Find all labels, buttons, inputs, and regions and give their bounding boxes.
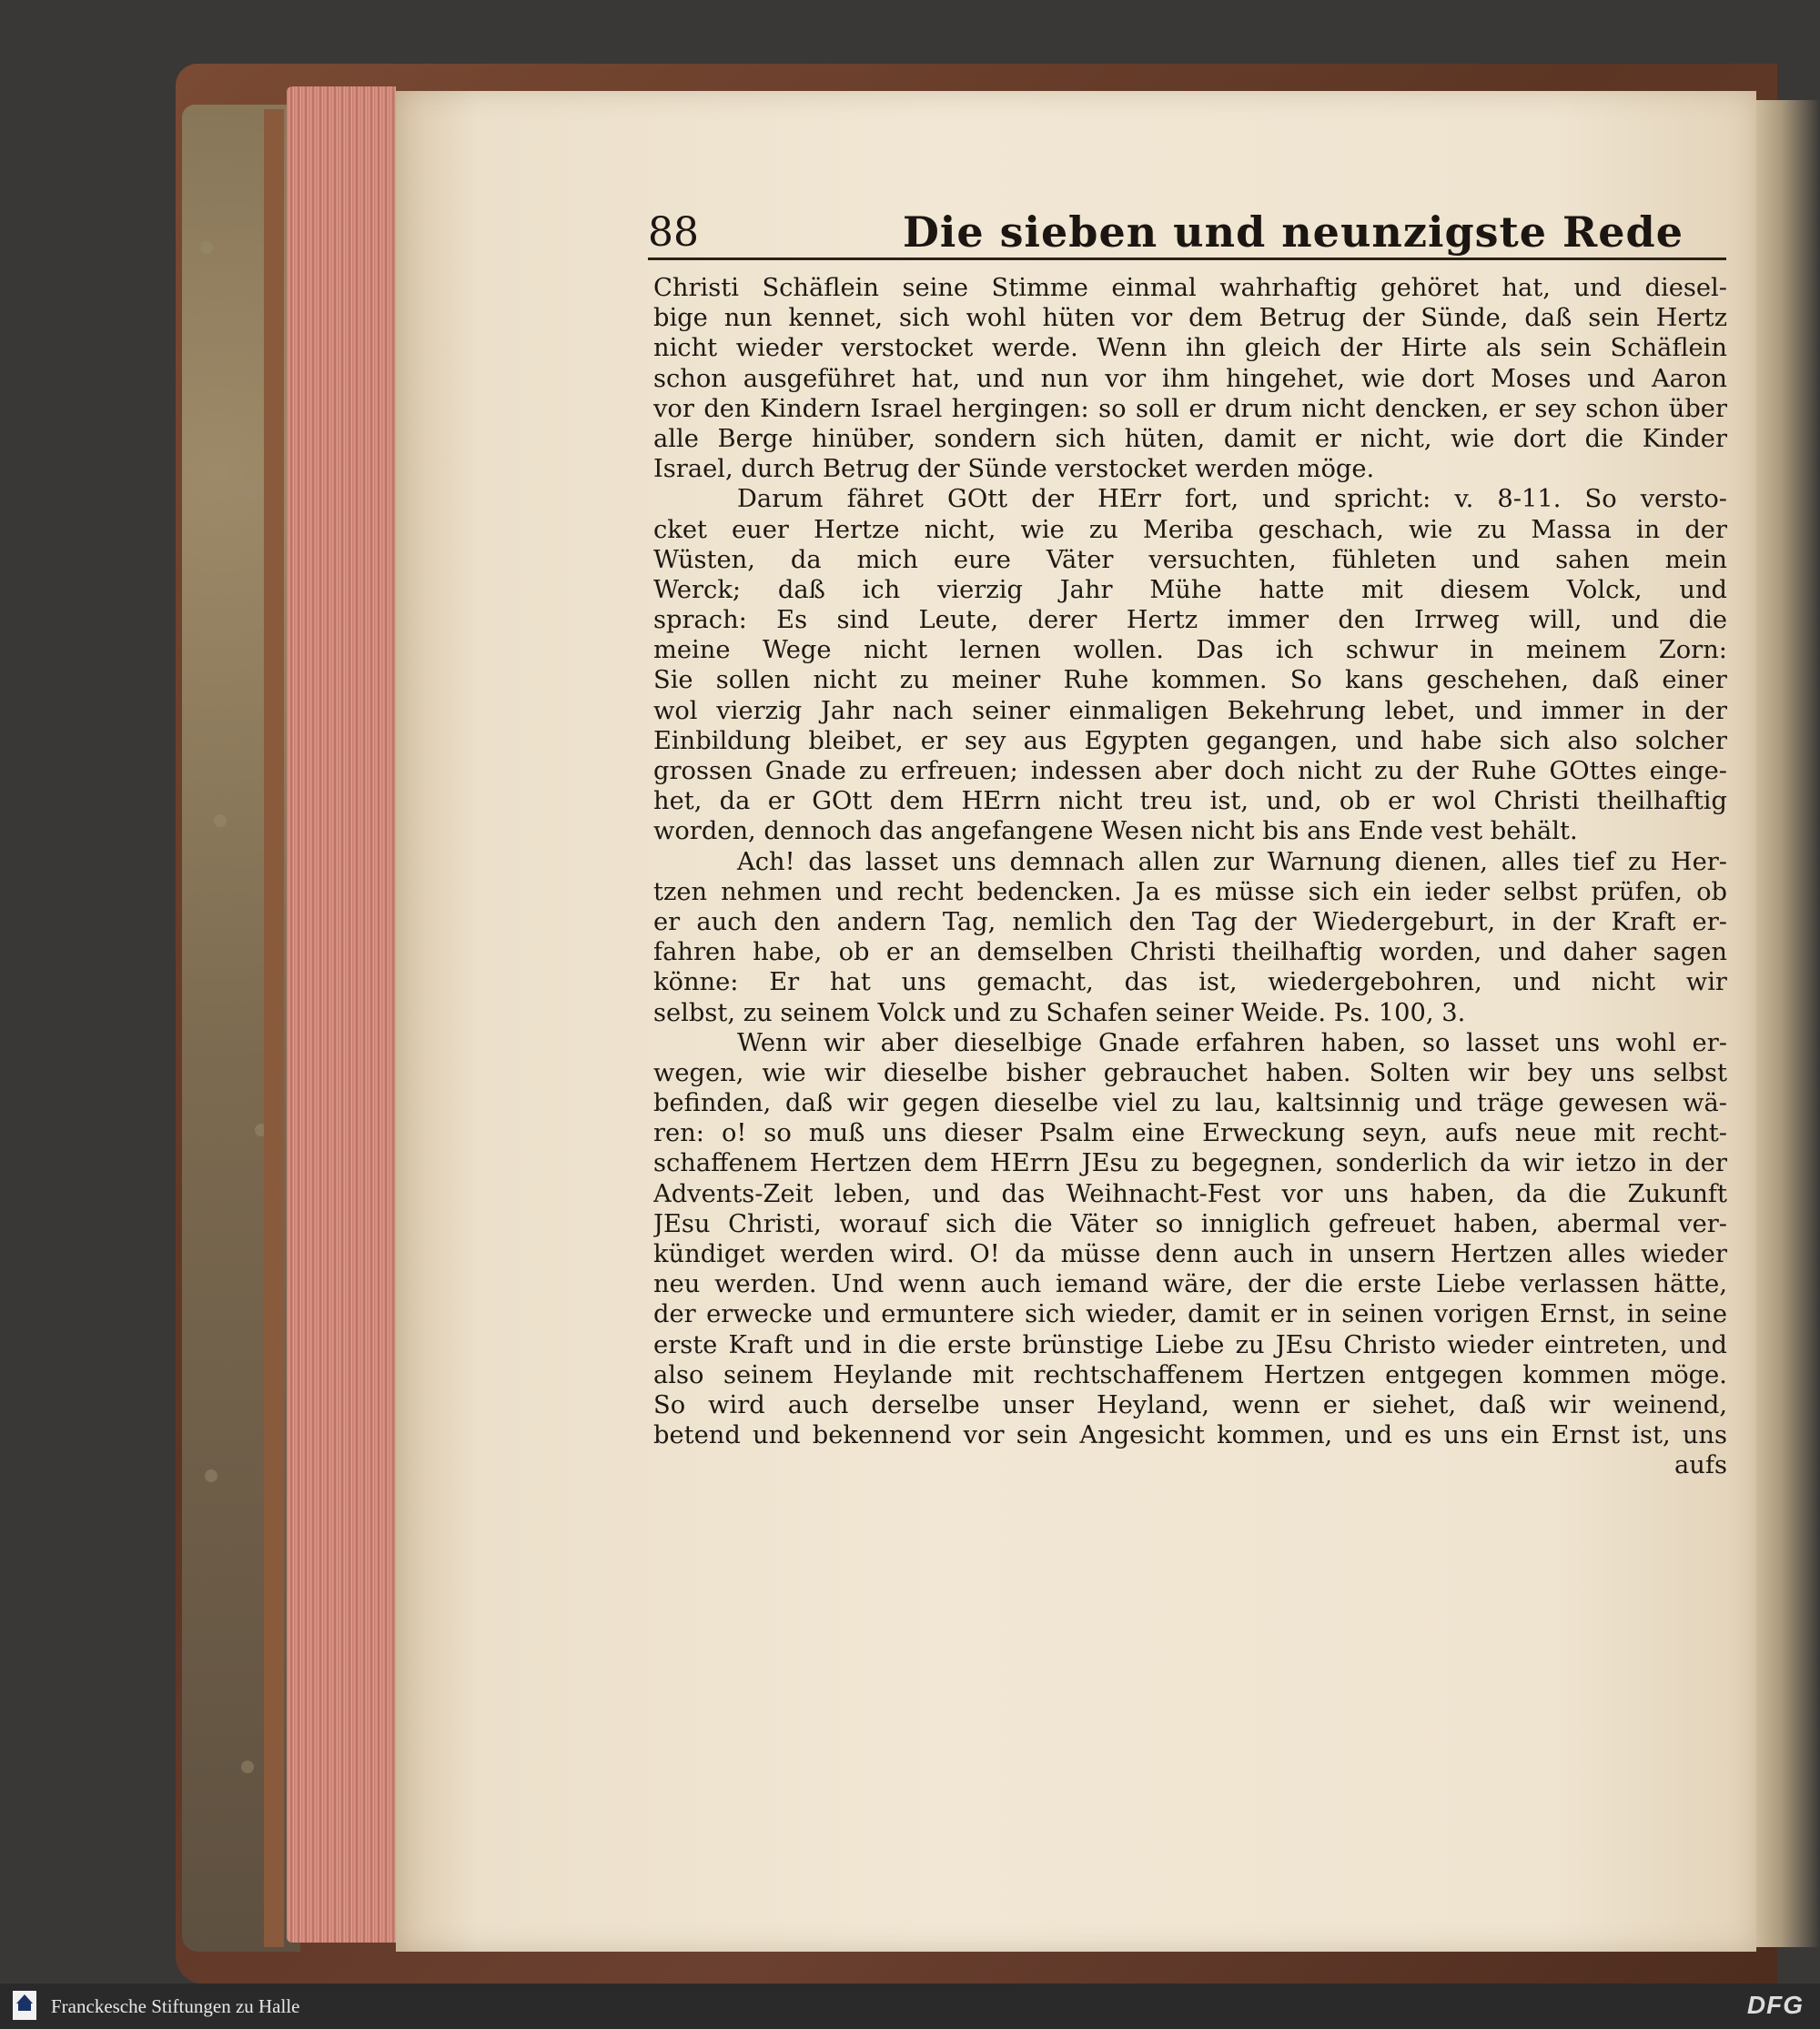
text-line: Israel, durch Betrug der Sünde verstocket werden möge. (653, 455, 1375, 484)
text-line: cket euer Hertze nicht, wie zu Meriba geschach, wie zu Massa in der (653, 515, 1727, 544)
text-line: sprach: Es sind Leute, derer Hertz immer den Irrweg will, und die (653, 606, 1727, 635)
body-text (653, 273, 1727, 1481)
page-header (648, 207, 1726, 257)
viewer-footer (0, 1984, 1820, 2029)
text-line: er auch den andern Tag, nemlich den Tag der Wiedergeburt, in der Kraft er- (653, 907, 1727, 936)
text-line: alle Berge hinüber, sondern sich hüten, damit er nicht, wie dort die Kinder (653, 424, 1727, 453)
text-line: grossen Gnade zu erfreuen; indessen aber doch nicht zu der Ruhe GOttes einge- (653, 757, 1727, 785)
page-gutter (1756, 100, 1820, 1947)
text-line: befinden, daß wir gegen dieselbe viel zu lau, kaltsinnig und träge gewesen wä- (653, 1089, 1727, 1118)
text-line: fahren habe, ob er an demselben Christi theilhaftig worden, und daher sagen (653, 938, 1727, 967)
institution-logo-icon (13, 1991, 36, 2020)
text-line: erste Kraft und in die erste brünstige Liebe zu JEsu Christo wieder eintreten, und (653, 1330, 1727, 1359)
text-line: Wüsten, da mich eure Väter versuchten, fühleten und sahen mein (653, 545, 1727, 574)
text-line: Advents-Zeit leben, und das Weihnacht-Fest vor uns haben, da die Zukunft (653, 1179, 1727, 1208)
text-line: Sie sollen nicht zu meiner Ruhe kommen. So kans geschehen, daß einer (653, 666, 1727, 695)
running-title: Die sieben und neunzigste Rede (903, 207, 1684, 257)
text-line: also seinem Heylande mit rechtschaffenem Hertzen entgegen kommen möge. (653, 1360, 1727, 1389)
text-line: So wird auch derselbe unser Heyland, wenn er siehet, daß wir weinend, (653, 1390, 1727, 1419)
text-line: Wenn wir aber dieselbige Gnade erfahren haben, so lasset uns wohl er- (737, 1028, 1727, 1057)
text-line: könne: Er hat uns gemacht, das ist, wiedergebohren, und nicht wir (653, 968, 1727, 997)
text-line: neu werden. Und wenn auch iemand wäre, der die erste Liebe verlassen hätte, (653, 1270, 1727, 1299)
text-line: tzen nehmen und recht bedencken. Ja es müsse sich ein ieder selbst prüfen, ob (653, 877, 1727, 906)
text-line: bige nun kennet, sich wohl hüten vor dem Betrug der Sünde, daß sein Hertz (653, 304, 1727, 333)
text-line: Darum fähret GOtt der HErr fort, und spricht: v. 8-11. So versto- (737, 485, 1727, 514)
text-line: wegen, wie wir dieselbe bisher gebrauchet haben. Solten wir bey uns selbst (653, 1058, 1727, 1087)
text-line: Ach! das lasset uns demnach allen zur Warnung dienen, alles tief zu Her- (737, 847, 1727, 876)
text-line: Christi Schäflein seine Stimme einmal wahrhaftig gehöret hat, und diesel- (653, 274, 1727, 302)
text-line: schon ausgeführet hat, und nun vor ihm hingehet, wie dort Moses und Aaron (653, 364, 1727, 393)
text-line: JEsu Christi, worauf sich die Väter so inniglich gefreuet haben, abermal ver- (653, 1209, 1727, 1238)
text-line: Einbildung bleibet, er sey aus Egypten gegangen, und habe sich also solcher (653, 726, 1727, 755)
text-line: kündiget werden wird. O! da müsse denn auch in unsern Hertzen alles wieder (653, 1240, 1727, 1268)
page-edges (287, 86, 396, 1943)
spine-strip (264, 109, 284, 1947)
text-line: betend und bekennend vor sein Angesicht kommen, und es uns ein Ernst ist, uns (653, 1421, 1727, 1450)
text-line: der erwecke und ermuntere sich wieder, damit er in seinen vorigen Ernst, in seine (653, 1300, 1727, 1329)
text-line: wol vierzig Jahr nach seiner einmaligen Bekehrung lebet, und immer in der (653, 696, 1727, 725)
text-line: meine Wege nicht lernen wollen. Das ich schwur in meinem Zorn: (653, 636, 1727, 665)
text-line: schaffenem Hertzen dem HErrn JEsu zu begegnen, sonderlich da wir ietzo in der (653, 1149, 1727, 1178)
text-line: vor den Kindern Israel hergingen: so soll er drum nicht dencken, er sey schon über (653, 394, 1727, 423)
institution-name: Franckesche Stiftungen zu Halle (51, 1995, 300, 2017)
text-line: worden, dennoch das angefangene Wesen nicht bis ans Ende vest behält. (653, 817, 1578, 846)
text-line: ren: o! so muß uns dieser Psalm eine Erweckung seyn, aufs neue mit recht- (653, 1119, 1727, 1148)
page-number: 88 (648, 209, 699, 256)
text-line: het, da er GOtt dem HErrn nicht treu ist, und, ob er wol Christi theilhaftig (653, 787, 1727, 816)
dfg-logo: DFG (1746, 1991, 1804, 2019)
text-line: aufs (1674, 1451, 1727, 1480)
text-line: Werck; daß ich vierzig Jahr Mühe hatte mit diesem Volck, und (653, 575, 1727, 604)
text-line: selbst, zu seinem Volck und zu Schafen seiner Weide. Ps. 100, 3. (653, 998, 1466, 1027)
header-rule (648, 257, 1726, 260)
text-line: nicht wieder verstocket werde. Wenn ihn gleich der Hirte als sein Schäflein (653, 334, 1727, 363)
